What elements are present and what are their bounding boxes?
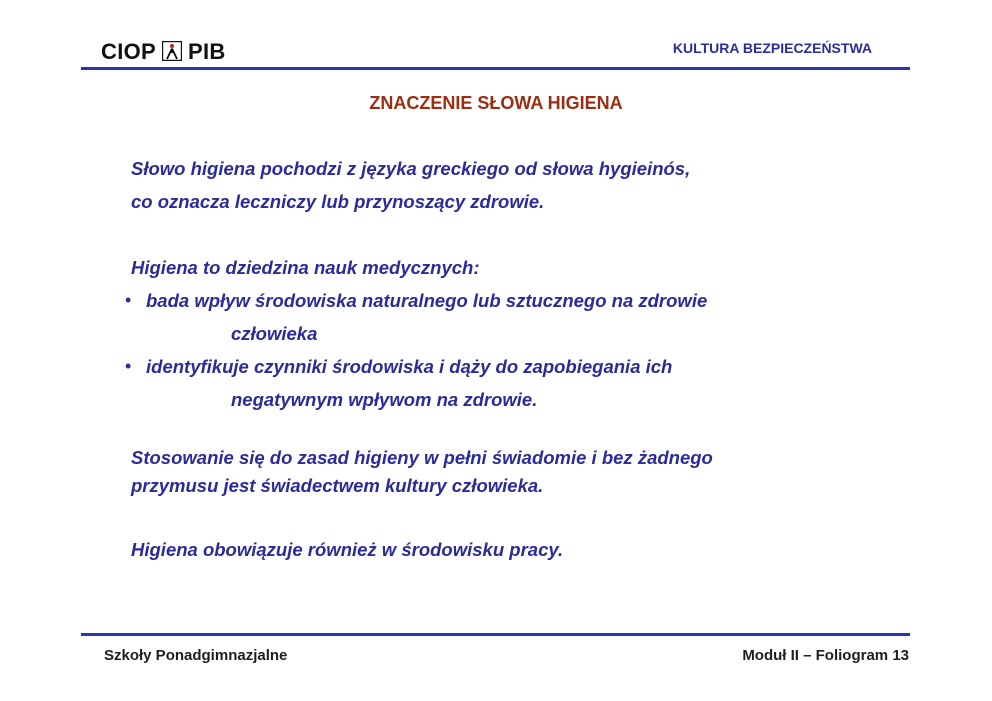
bullet-1-line1: bada wpływ środowiska naturalnego lub sztucznego na zdrowie <box>146 290 708 311</box>
logo-figure-icon <box>162 41 182 61</box>
slide-body <box>125 152 911 566</box>
spacer <box>131 416 911 444</box>
bullet-2-line1: identyfikuje czynniki środowiska i dąży do zapobiegania ich <box>146 356 673 377</box>
bullet-item-1 <box>125 284 911 350</box>
footer-left: Szkoły Ponadgimnazjalne <box>104 647 288 664</box>
spacer <box>131 500 911 533</box>
header-divider <box>81 67 910 70</box>
para4: Higiena obowiązuje również w środowisku pracy. <box>131 539 564 560</box>
slide-title: ZNACZENIE SŁOWA HIGIENA <box>369 93 623 113</box>
bullet-2-line2: negatywnym wpływom na zdrowie. <box>231 389 538 410</box>
header-title: KULTURA BEZPIECZEŃSTWA <box>672 40 872 56</box>
bullet-icon: • <box>125 356 132 376</box>
footer-divider <box>81 633 910 636</box>
logo-text-pib: PIB <box>188 39 226 64</box>
bullet-icon: • <box>125 290 132 310</box>
footer-right: Moduł II – Foliogram 13 <box>742 647 909 664</box>
para1-line1: Słowo higiena pochodzi z języka greckiego od słowa hygieinós, <box>131 158 691 179</box>
spacer <box>131 218 911 251</box>
bullet-1-line2: człowieka <box>231 323 318 344</box>
logo-text-ciop: CIOP <box>101 39 156 64</box>
para2-intro: Higiena to dziedzina nauk medycznych: <box>131 257 480 278</box>
ciop-pib-logo <box>101 39 226 65</box>
para1-line2: co oznacza leczniczy lub przynoszący zdrowie. <box>131 191 545 212</box>
bullet-item-2 <box>125 350 911 416</box>
para3-line2: przymusu jest świadectwem kultury człowieka. <box>131 475 544 496</box>
para3-line1: Stosowanie się do zasad higieny w pełni świadomie i bez żadnego <box>131 447 713 468</box>
